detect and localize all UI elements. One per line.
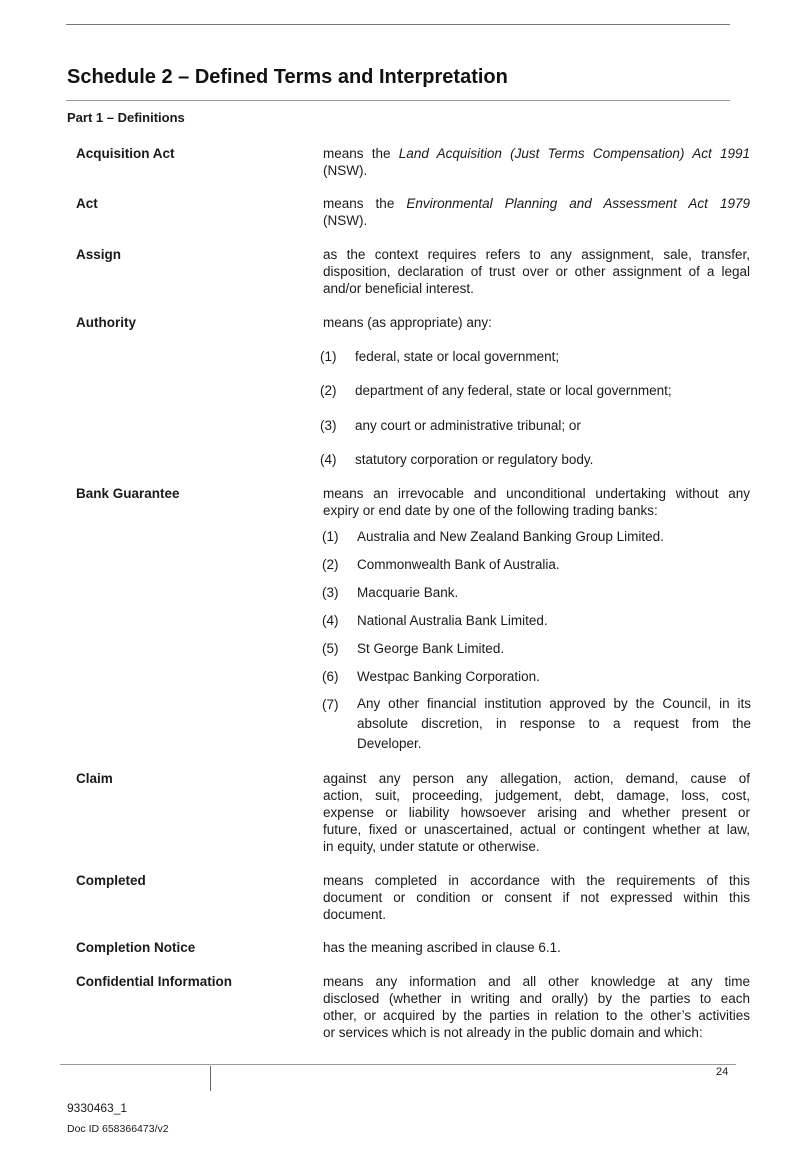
definition-completion-notice: has the meaning ascribed in clause 6.1. [323,940,561,955]
page-number: 24 [716,1066,729,1078]
term-completed: Completed [76,873,146,888]
document-number: 9330463_1 [67,1101,128,1115]
term-claim: Claim [76,771,113,786]
definition-confidential-information: means any information and all other knowledge at any time disclosed (whether in writing and orally) by the parties to each other, or acquired by the parties in relation to the other’s activities or services which is not already in the public domain and which: [323,974,750,1040]
term-bank-guarantee: Bank Guarantee [76,486,180,501]
definition-bank-guarantee: means an irrevocable and unconditional undertaking without any expiry or end date by one of the following trading banks: [323,486,750,518]
page-title: Schedule 2 – Defined Terms and Interpretation [67,66,508,88]
definition-authority: means (as appropriate) any: [323,315,492,330]
definition-claim: against any person any allegation, action, demand, cause of action, suit, proceeding, judgement, debt, damage, loss, cost, expense or liability howsoever arising and whether present or future, fixed or unascertained, actual or contingent whether at law, in equity, under statute or otherwise. [323,771,750,854]
footer-divider [210,1066,211,1091]
definition-act: means the Environmental Planning and Assessment Act 1979 (NSW). [323,196,750,228]
top-rule [66,24,730,25]
definition-acquisition-act: means the Land Acquisition (Just Terms Compensation) Act 1991 (NSW). [323,146,750,178]
footer-rule [60,1064,736,1065]
term-completion-notice: Completion Notice [76,940,196,955]
term-confidential-information: Confidential Information [76,974,232,989]
document-id: Doc ID 658366473/v2 [67,1123,169,1135]
title-underline [66,100,730,101]
definition-completed: means completed in accordance with the requirements of this document or condition or consent if not expressed within this document. [323,873,750,922]
term-acquisition-act: Acquisition Act [76,146,175,161]
part-heading: Part 1 – Definitions [67,110,185,125]
term-authority: Authority [76,315,136,330]
definition-assign: as the context requires refers to any assignment, sale, transfer, disposition, declaration of trust over or other assignment of a legal and/or beneficial interest. [323,247,750,296]
term-assign: Assign [76,247,122,262]
term-act: Act [76,196,98,211]
